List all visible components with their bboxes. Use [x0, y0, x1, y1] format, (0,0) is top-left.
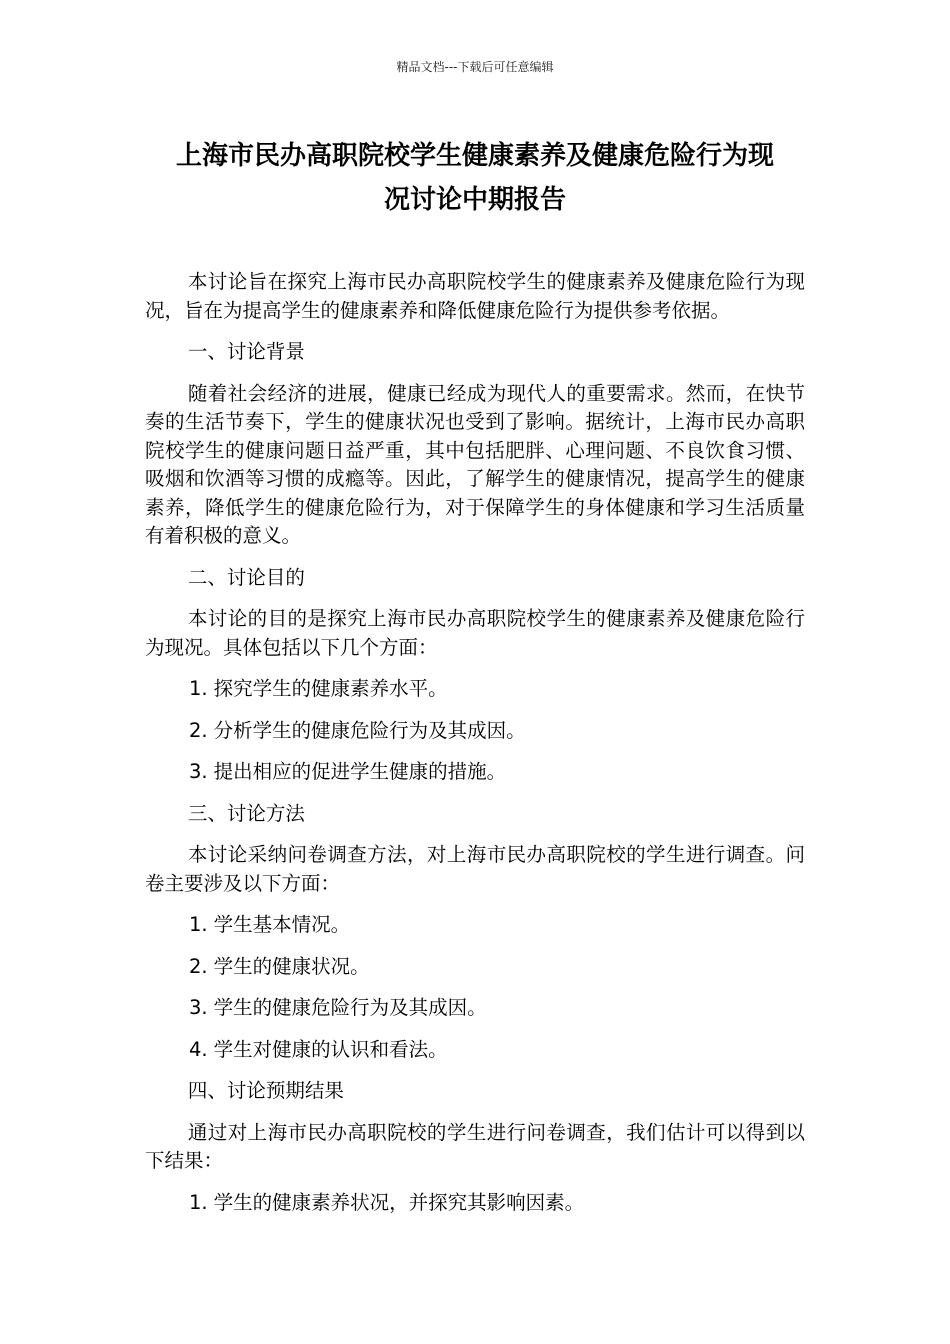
background-paragraph: 随着社会经济的进展，健康已经成为现代人的重要需求。然而，在快节奏的生活节奏下，学生的健康状况也受到了影响。据统计，上海市民办高职院校学生的健康问题日益严重，其中包括肥胖、心理问题、不良饮食习惯、吸烟和饮酒等习惯的成瘾等。因此，了解学生的健康情况，提高学生的健康素养，降低学生的健康危险行为，对于保障学生的身体健康和学习生活质量有着积极的意义。 — [145, 381, 805, 547]
list-item-text: 提出相应的促进学生健康的措施。 — [213, 760, 507, 783]
method-paragraph: 本讨论采纳问卷调查方法，对上海市民办高职院校的学生进行调查。问卷主要涉及以下方面： — [145, 843, 805, 895]
title-line-1: 上海市民办高职院校学生健康素养及健康危险行为现 — [175, 141, 774, 171]
list-item-text: 分析学生的健康危险行为及其成因。 — [213, 718, 526, 742]
list-item-number: 1. — [189, 913, 208, 936]
list-item-number: 2. — [189, 954, 208, 978]
document-title — [140, 134, 810, 222]
purpose-paragraph: 本讨论的目的是探究上海市民办高职院校学生的健康素养及健康危险行为现况。具体包括以下几个方面： — [145, 607, 805, 659]
section-heading-purpose: 二、讨论目的 — [187, 565, 305, 589]
header-note: 精品文档---下载后可任意编辑 — [396, 60, 554, 74]
intro-paragraph: 本讨论旨在探究上海市民办高职院校学生的健康素养及健康危险行为现况，旨在为提高学生的健康素养和降低健康危险行为提供参考依据。 — [145, 270, 805, 322]
list-item-text: 学生的健康素养状况，并探究其影响因素。 — [213, 1190, 585, 1214]
results-paragraph: 通过对上海市民办高职院校的学生进行问卷调查，我们估计可以得到以下结果： — [145, 1120, 805, 1172]
list-item-number: 3. — [189, 760, 208, 783]
purpose-list-item — [145, 717, 805, 746]
results-list-item — [145, 1189, 805, 1218]
section-heading-results: 四、讨论预期结果 — [187, 1079, 344, 1102]
list-item-text: 学生对健康的认识和看法。 — [213, 1037, 448, 1061]
method-list-item — [145, 1036, 805, 1065]
method-list-item — [145, 911, 805, 940]
list-item-text: 学生基本情况。 — [213, 913, 351, 936]
method-list-item — [145, 994, 805, 1023]
purpose-list-item — [145, 675, 805, 704]
list-item-number: 3. — [189, 996, 208, 1019]
section-heading-background: 一、讨论背景 — [187, 340, 305, 363]
method-list-item — [145, 953, 805, 982]
list-item-number: 1. — [189, 677, 208, 700]
list-item-text: 学生的健康状况。 — [213, 954, 370, 978]
title-line-2: 况讨论中期报告 — [383, 185, 566, 215]
list-item-number: 1. — [189, 1190, 208, 1214]
list-item-number: 4. — [189, 1037, 208, 1061]
document-body — [145, 268, 805, 1230]
list-item-number: 2. — [189, 718, 208, 742]
purpose-list-item — [145, 758, 805, 787]
list-item-text: 学生的健康危险行为及其成因。 — [213, 996, 487, 1019]
section-heading-method: 三、讨论方法 — [187, 801, 305, 825]
list-item-text: 探究学生的健康素养水平。 — [213, 677, 448, 700]
